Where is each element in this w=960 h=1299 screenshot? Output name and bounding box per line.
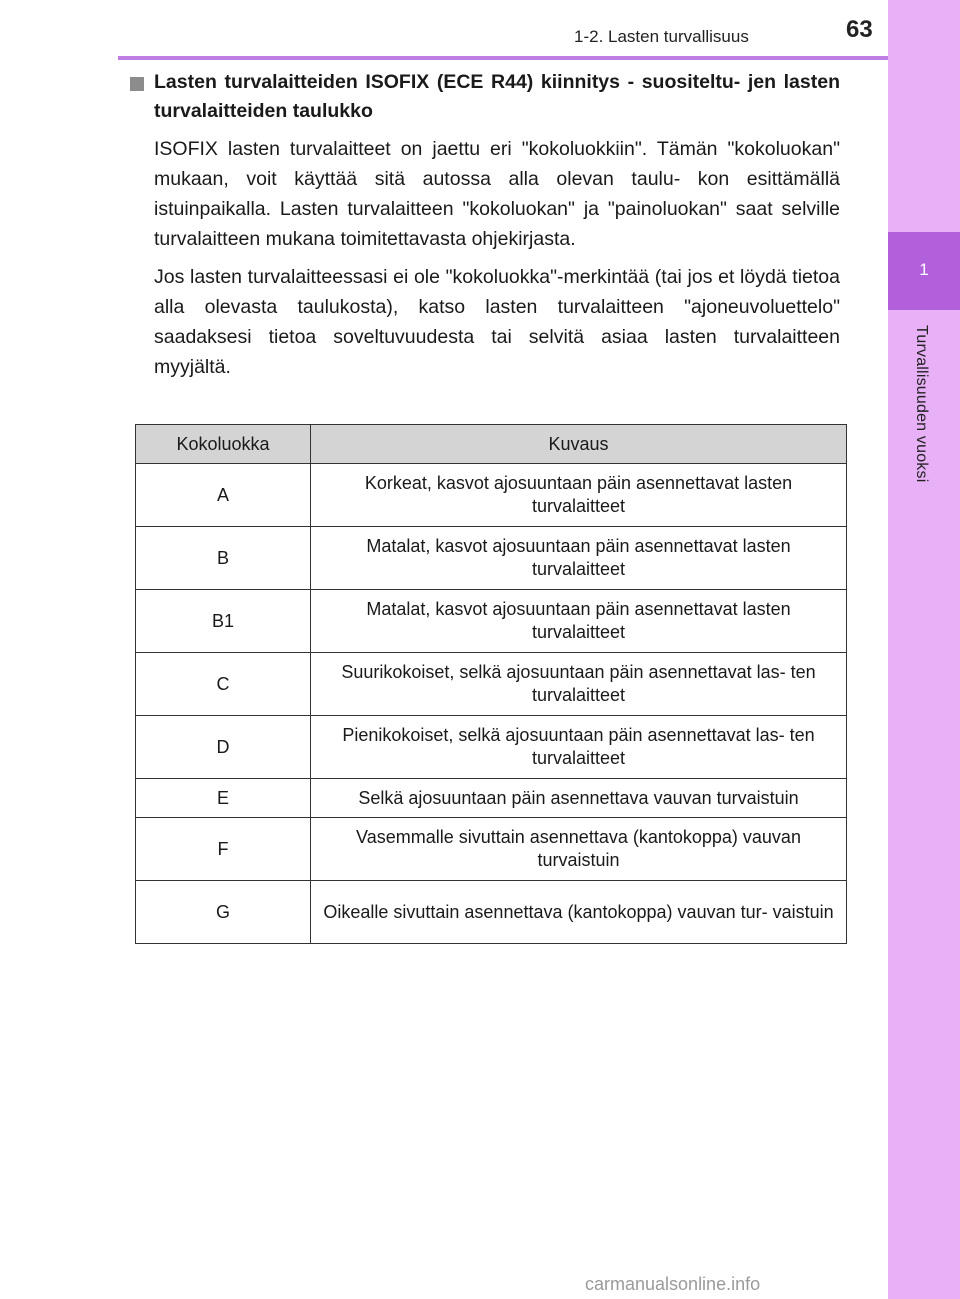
table-row [136,653,847,716]
size-class-cell: C [136,653,311,716]
description-cell: Pienikokoiset, selkä ajosuuntaan päin asennettavat las- ten turvalaitteet [311,716,847,779]
section-heading-text: Lasten turvalaitteiden ISOFIX (ECE R44) kiinnitys - suositeltu- jen lasten turvalaitteiden taulukko [154,71,840,122]
size-class-cell: B [136,527,311,590]
description-cell: Matalat, kasvot ajosuuntaan päin asennettavat lasten turvalaitteet [311,527,847,590]
chapter-tab [888,232,960,310]
description-cell: Vasemmalle sivuttain asennettava (kantokoppa) vauvan turvaistuin [311,818,847,881]
table-row [136,590,847,653]
description-cell: Oikealle sivuttain asennettava (kantokoppa) vauvan tur- vaistuin [311,881,847,944]
column-header: Kuvaus [311,425,847,464]
content-section [128,68,840,382]
size-class-cell: G [136,881,311,944]
size-class-cell: E [136,779,311,818]
description-cell: Suurikokoiset, selkä ajosuuntaan päin asennettavat las- ten turvalaitteet [311,653,847,716]
size-class-cell: F [136,818,311,881]
table-row [136,464,847,527]
watermark: carmanualsonline.info [585,1274,761,1294]
paragraph: ISOFIX lasten turvalaitteet on jaettu eri "kokoluokkiin". Tämän "kokoluokan" mukaan, voit käyttää sitä autossa alla olevan taulu- kon esittämällä istuinpaikalla. Lasten turvalaitteen "kokoluokan" ja "painoluokan" saat selville turvalaitteen mukana toimitettavasta ohjekirjasta. [154,138,840,250]
table-header-row [136,425,847,464]
table-row [136,527,847,590]
header-divider [118,56,888,60]
size-class-cell: D [136,716,311,779]
chapter-title: Turvallisuuden vuoksi [913,325,930,483]
table-row [136,716,847,779]
description-cell: Matalat, kasvot ajosuuntaan päin asennettavat lasten turvalaitteet [311,590,847,653]
size-class-cell: B1 [136,590,311,653]
column-header: Kokoluokka [136,425,311,464]
chapter-sidebar [888,0,960,1299]
table-row [136,818,847,881]
section-header-title: 1-2. Lasten turvallisuus [574,27,749,46]
size-class-table [135,424,847,944]
section-heading [128,68,840,126]
table-row [136,779,847,818]
page-number: 63 [846,16,873,43]
description-cell: Korkeat, kasvot ajosuuntaan päin asennettavat lasten turvalaitteet [311,464,847,527]
table-row [136,881,847,944]
size-class-cell: A [136,464,311,527]
chapter-number: 1 [919,260,929,279]
description-cell: Selkä ajosuuntaan päin asennettava vauvan turvaistuin [311,779,847,818]
square-bullet-icon [130,77,144,91]
paragraph: Jos lasten turvalaitteessasi ei ole "kokoluokka"-merkintää (tai jos et löydä tietoa alla olevasta taulukosta), katso lasten turvalaitteen "ajoneuvoluettelo" saadaksesi tietoa soveltuvuudesta tai selvitä asiaa lasten turvalaitteen myyjältä. [154,266,840,378]
